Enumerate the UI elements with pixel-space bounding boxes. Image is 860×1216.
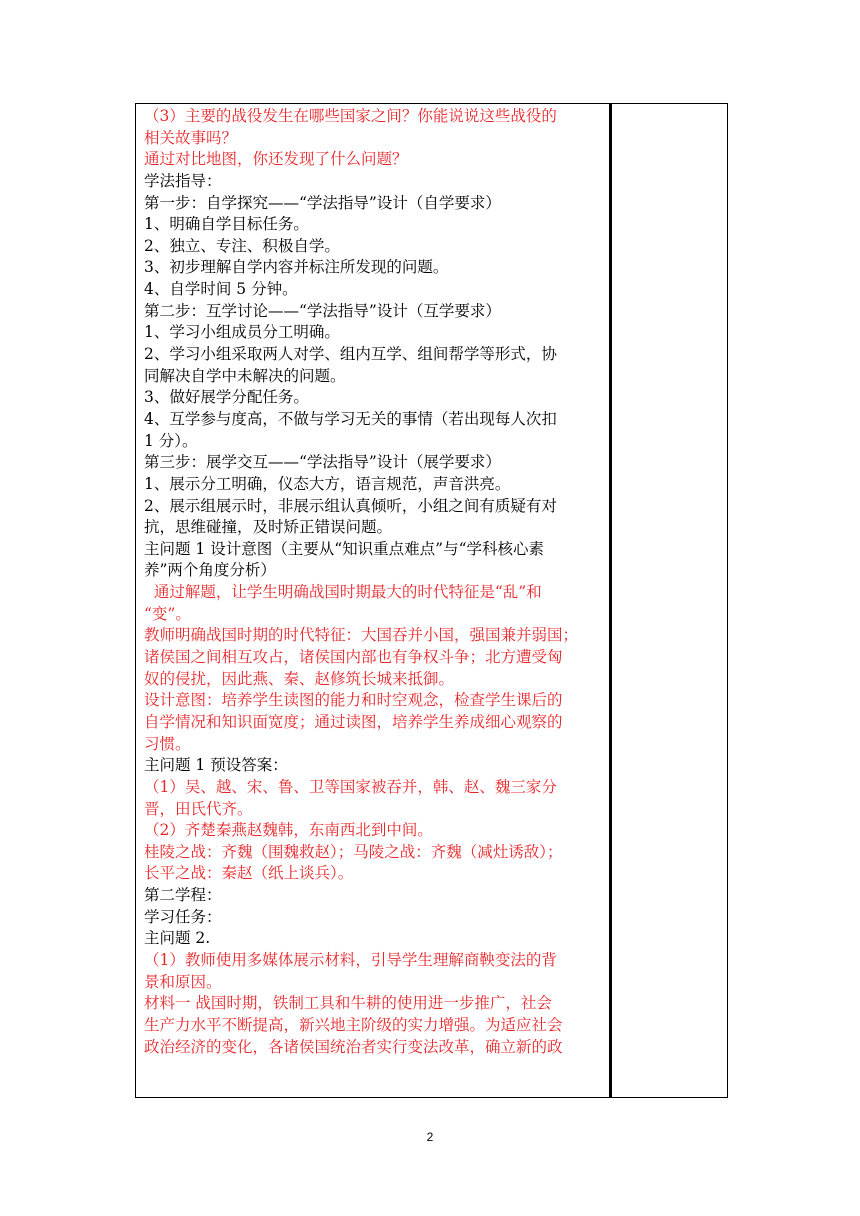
text-line: 抗，思维碰撞，及时矫正错误问题。 <box>144 518 393 537</box>
text-line: 习惯。 <box>144 734 191 753</box>
text-line: 1、明确自学目标任务。 <box>144 215 309 234</box>
text-line: 1、展示分工明确，仪态大方，语言规范，声音洪亮。 <box>144 474 511 493</box>
text-line: 第二学程： <box>144 886 222 905</box>
lesson-table <box>135 103 728 1098</box>
column-divider <box>611 104 612 1097</box>
text-line: 景和原因。 <box>144 972 222 991</box>
text-line: 1 分）。 <box>144 431 198 450</box>
text-line: “变”。 <box>144 604 191 623</box>
text-line: 学法指导： <box>144 171 222 190</box>
text-line: 桂陵之战：齐魏（围魏救赵）；马陵之战：齐魏（减灶诱敌）； <box>144 842 563 861</box>
text-line: 2、独立、专注、积极自学。 <box>144 236 340 255</box>
text-line: 第一步：自学探究——“学法指导”设计（自学要求） <box>144 193 501 212</box>
text-line: 3、做好展学分配任务。 <box>144 388 309 407</box>
text-line: （2）齐楚秦燕赵魏韩，东南西北到中间。 <box>144 821 433 840</box>
text-line: 同解决自学中未解决的问题。 <box>144 366 346 385</box>
text-line: 第二步：互学讨论——“学法指导”设计（互学要求） <box>144 301 501 320</box>
text-line: 材料一 战国时期，铁制工具和牛耕的使用进一步推广，社会 <box>144 994 552 1013</box>
text-line: 生产力水平不断提高，新兴地主阶级的实力增强。为适应社会 <box>144 1015 563 1034</box>
text-line: 2、展示组展示时，非展示组认真倾听，小组之间有质疑有对 <box>144 496 557 515</box>
text-line: 相关故事吗？ <box>144 128 238 147</box>
text-line: 晋，田氏代齐。 <box>144 799 253 818</box>
text-line: （1）吴、越、宋、鲁、卫等国家被吞并，韩、赵、魏三家分 <box>144 777 557 796</box>
text-line: 3、初步理解自学内容并标注所发现的问题。 <box>144 258 449 277</box>
text-line: 4、互学参与度高，不做与学习无关的事情（若出现每人次扣 <box>144 409 557 428</box>
text-line: 主问题 2. <box>144 929 211 948</box>
text-line: 政治经济的变化，各诸侯国统治者实行变法改革，确立新的政 <box>144 1037 563 1056</box>
text-line: 学习任务： <box>144 907 222 926</box>
text-line: 长平之战：秦赵（纸上谈兵）。 <box>144 864 354 883</box>
text-line: 1、学习小组成员分工明确。 <box>144 323 340 342</box>
text-line: 诸侯国之间相互攻占，诸侯国内部也有争权斗争；北方遭受匈 <box>144 648 563 667</box>
text-line: 教师明确战国时期的时代特征：大国吞并小国，强国兼并弱国； <box>144 626 579 645</box>
text-line: （3）主要的战役发生在哪些国家之间？你能说说这些战役的 <box>144 107 557 125</box>
text-line: 养”两个角度分析） <box>144 561 276 580</box>
lesson-content-cell <box>144 106 606 1058</box>
text-line: 通过对比地图，你还发现了什么问题？ <box>144 150 408 169</box>
text-line: （1）教师使用多媒体展示材料，引导学生理解商鞅变法的背 <box>144 950 557 969</box>
text-line: 第三步：展学交互——“学法指导”设计（展学要求） <box>144 453 501 472</box>
text-line: 自学情况和知识面宽度；通过读图，培养学生养成细心观察的 <box>144 712 563 731</box>
text-line: 2、学习小组采取两人对学、组内互学、组间帮学等形式，协 <box>144 345 557 364</box>
text-line: 4、自学时间 5 分钟。 <box>144 280 298 299</box>
text-line: 奴的侵扰，因此燕、秦、赵修筑长城来抵御。 <box>144 669 455 688</box>
page-number: 2 <box>426 1130 434 1144</box>
text-line: 设计意图：培养学生读图的能力和时空观念，检查学生课后的 <box>144 691 563 710</box>
text-line: 通过解题，让学生明确战国时期最大的时代特征是“乱”和 <box>144 583 542 602</box>
text-line: 主问题 1 设计意图（主要从“知识重点难点”与“学科核心素 <box>144 539 544 558</box>
text-line: 主问题 1 预设答案： <box>144 756 288 775</box>
